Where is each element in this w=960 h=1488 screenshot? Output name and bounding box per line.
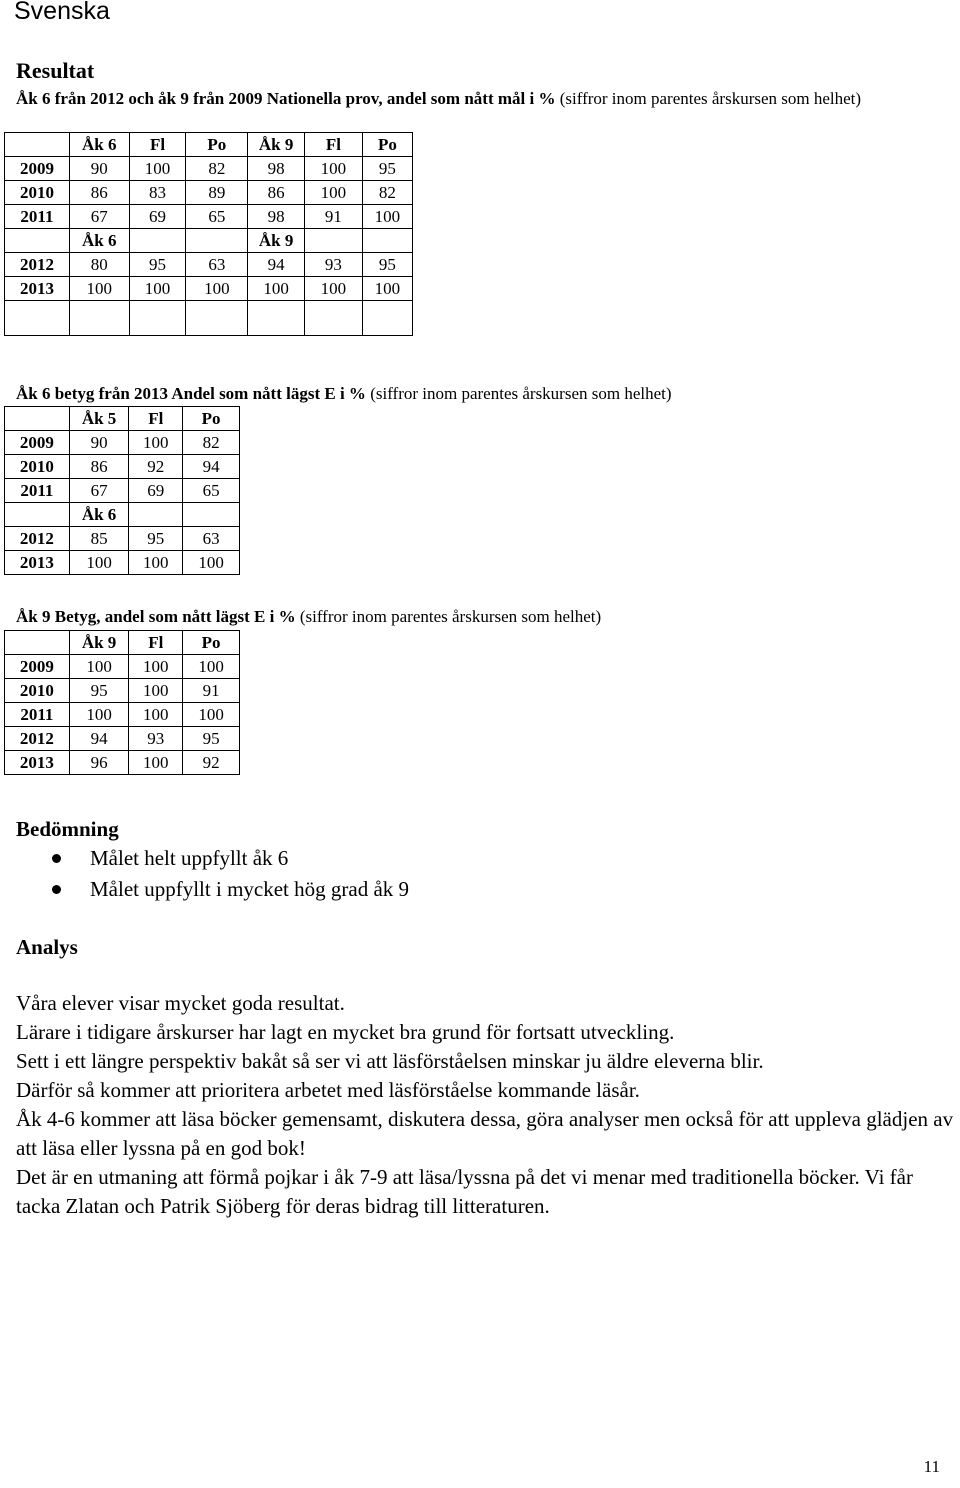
table-cell: [362, 229, 412, 253]
table-cell: 2009: [5, 655, 70, 679]
table-cell: Fl: [129, 631, 183, 655]
table2-caption: [16, 383, 672, 405]
table-cell: 65: [186, 205, 248, 229]
table-cell: 98: [248, 157, 305, 181]
table-cell: 67: [69, 479, 129, 503]
table-cell: 100: [305, 157, 363, 181]
table-cell: [5, 631, 70, 655]
table-cell: 95: [362, 157, 412, 181]
table-cell: Åk 6: [69, 229, 129, 253]
table-cell: 100: [183, 551, 240, 575]
table-cell: [305, 229, 363, 253]
table-cell: 69: [129, 479, 183, 503]
table-row: [5, 751, 240, 775]
table-cell: Åk 9: [69, 631, 129, 655]
table-cell: Åk 6: [69, 133, 129, 157]
page-number: 11: [923, 1457, 940, 1476]
table-cell: 82: [186, 157, 248, 181]
table-row: [5, 205, 413, 229]
analysis-paragraph: Därför så kommer att prioritera arbetet med läsförståelse kommande läsår.: [16, 1078, 640, 1102]
assessment-heading: Bedömning: [16, 817, 119, 841]
table-cell: 100: [183, 655, 240, 679]
table-cell: 82: [183, 431, 240, 455]
table-cell: 100: [69, 277, 129, 301]
analysis-paragraph: Sett i ett längre perspektiv bakåt så ser vi att läsförståelsen minskar ju äldre eleverna blir.: [16, 1049, 764, 1073]
table-cell: 100: [183, 703, 240, 727]
page-title: Svenska: [14, 0, 110, 25]
table-cell: Po: [183, 631, 240, 655]
table-subheader-row: [5, 503, 240, 527]
table-cell: 95: [129, 253, 186, 277]
table-cell: 94: [183, 455, 240, 479]
table-cell: 100: [186, 277, 248, 301]
table-row: [5, 181, 413, 205]
table3-caption-bold: Åk 9 Betyg, andel som nått lägst E i %: [16, 607, 296, 626]
table-cell: 90: [69, 431, 129, 455]
table-row: [5, 479, 240, 503]
table-cell: 65: [183, 479, 240, 503]
table-cell: 90: [69, 157, 129, 181]
table-cell: 2012: [5, 253, 70, 277]
table3-caption: [16, 606, 601, 628]
table-cell: 2011: [5, 703, 70, 727]
results-table-grade9: [4, 630, 240, 775]
table-cell: Åk 6: [69, 503, 129, 527]
table-cell: 2011: [5, 205, 70, 229]
table-cell: 100: [305, 181, 363, 205]
analysis-paragraph: Våra elever visar mycket goda resultat.: [16, 991, 345, 1015]
table-cell: 93: [305, 253, 363, 277]
table-cell: 91: [183, 679, 240, 703]
table-cell: 85: [69, 527, 129, 551]
analysis-paragraph: Det är en utmaning att förmå pojkar i åk 7-9 att läsa/lyssna på det vi menar med traditionella böcker. Vi får tacka Zlatan och Patrik Sjöberg för deras bidrag till litteraturen.: [16, 1165, 913, 1218]
table-cell: 92: [183, 751, 240, 775]
table-cell: 86: [248, 181, 305, 205]
table-cell: 94: [69, 727, 129, 751]
table-cell: 2011: [5, 479, 70, 503]
table-cell: 2012: [5, 527, 70, 551]
table-cell: 92: [129, 455, 183, 479]
assessment-item: Målet uppfyllt i mycket hög grad åk 9: [48, 874, 409, 905]
table-row: [5, 253, 413, 277]
table-cell: [129, 229, 186, 253]
table-cell: Fl: [305, 133, 363, 157]
table1-caption-bold: Åk 6 från 2012 och åk 9 från 2009 Nationella prov, andel som nått mål i %: [16, 89, 556, 108]
table-cell: Fl: [129, 133, 186, 157]
table1-caption-rest: (siffror inom parentes årskursen som helhet): [555, 89, 862, 108]
table-cell: 100: [129, 277, 186, 301]
table-cell: 2013: [5, 751, 70, 775]
table-cell: 95: [362, 253, 412, 277]
table-cell: 100: [362, 277, 412, 301]
table-cell: [129, 503, 183, 527]
table-cell: [186, 229, 248, 253]
table-row: [5, 655, 240, 679]
table-cell: 100: [129, 679, 183, 703]
table-cell: Po: [183, 407, 240, 431]
table-row: [5, 679, 240, 703]
table-cell: 2010: [5, 679, 70, 703]
table-cell: 95: [129, 527, 183, 551]
table-cell: 80: [69, 253, 129, 277]
table-row: [5, 301, 413, 336]
table-cell: 83: [129, 181, 186, 205]
table-header-row: [5, 133, 413, 157]
table-cell: 100: [69, 703, 129, 727]
table-cell: 2010: [5, 181, 70, 205]
table-cell: 100: [129, 751, 183, 775]
table-cell: 100: [129, 551, 183, 575]
table-cell: 86: [69, 455, 129, 479]
table-cell: [5, 407, 70, 431]
table-cell: 63: [186, 253, 248, 277]
table-row: [5, 455, 240, 479]
table-cell: [186, 301, 248, 336]
table-cell: 100: [129, 703, 183, 727]
table-cell: 96: [69, 751, 129, 775]
table3-caption-rest: (siffror inom parentes årskursen som helhet): [295, 607, 602, 626]
table-cell: [129, 301, 186, 336]
table-cell: 100: [129, 655, 183, 679]
table-cell: 2009: [5, 431, 70, 455]
table-cell: Po: [186, 133, 248, 157]
table-row: [5, 703, 240, 727]
table-cell: 2013: [5, 551, 70, 575]
table2-caption-rest: (siffror inom parentes årskursen som helhet): [365, 384, 672, 403]
table-row: [5, 527, 240, 551]
results-heading: Resultat: [16, 58, 95, 83]
table-cell: 69: [129, 205, 186, 229]
analysis-text: [16, 989, 956, 1221]
table-cell: Po: [362, 133, 412, 157]
table-cell: 82: [362, 181, 412, 205]
table-cell: 95: [69, 679, 129, 703]
analysis-heading: Analys: [16, 935, 78, 959]
table-cell: [5, 133, 70, 157]
assessment-list: [48, 843, 409, 905]
table-cell: Åk 5: [69, 407, 129, 431]
table-cell: 91: [305, 205, 363, 229]
table-cell: [5, 301, 70, 336]
table-cell: 67: [69, 205, 129, 229]
table-cell: 89: [186, 181, 248, 205]
table-cell: 94: [248, 253, 305, 277]
table-cell: Fl: [129, 407, 183, 431]
table-cell: [5, 229, 70, 253]
table-cell: Åk 9: [248, 133, 305, 157]
table-cell: 100: [129, 431, 183, 455]
table-cell: 100: [362, 205, 412, 229]
analysis-paragraph: Åk 4-6 kommer att läsa böcker gemensamt, diskutera dessa, göra analyser men också för att uppleva glädjen av att läsa eller lyssna på en god bok!: [16, 1107, 954, 1160]
assessment-item: Målet helt uppfyllt åk 6: [48, 843, 409, 874]
table-cell: [248, 301, 305, 336]
table-cell: 63: [183, 527, 240, 551]
table-row: [5, 157, 413, 181]
table-cell: [362, 301, 412, 336]
table-cell: [183, 503, 240, 527]
table-row: [5, 727, 240, 751]
table-cell: Åk 9: [248, 229, 305, 253]
analysis-paragraph: Lärare i tidigare årskurser har lagt en mycket bra grund för fortsatt utveckling.: [16, 1020, 675, 1044]
table-cell: 2010: [5, 455, 70, 479]
results-table-grade6: [4, 406, 240, 575]
table2-caption-bold: Åk 6 betyg från 2013 Andel som nått lägst E i %: [16, 384, 366, 403]
table1-caption: [16, 87, 956, 110]
table-row: [5, 277, 413, 301]
table-cell: 93: [129, 727, 183, 751]
table-cell: [5, 503, 70, 527]
table-cell: 98: [248, 205, 305, 229]
table-cell: [69, 301, 129, 336]
table-header-row: [5, 631, 240, 655]
table-cell: 2012: [5, 727, 70, 751]
table-row: [5, 551, 240, 575]
table-cell: 2013: [5, 277, 70, 301]
table-cell: 86: [69, 181, 129, 205]
table-cell: 100: [69, 551, 129, 575]
table-row: [5, 431, 240, 455]
table-header-row: [5, 407, 240, 431]
table-cell: 100: [129, 157, 186, 181]
results-table-national-tests: [4, 132, 413, 336]
table-cell: 100: [305, 277, 363, 301]
table-cell: 100: [69, 655, 129, 679]
table-cell: [305, 301, 363, 336]
table-subheader-row: [5, 229, 413, 253]
table-cell: 100: [248, 277, 305, 301]
table-cell: 2009: [5, 157, 70, 181]
table-cell: 95: [183, 727, 240, 751]
